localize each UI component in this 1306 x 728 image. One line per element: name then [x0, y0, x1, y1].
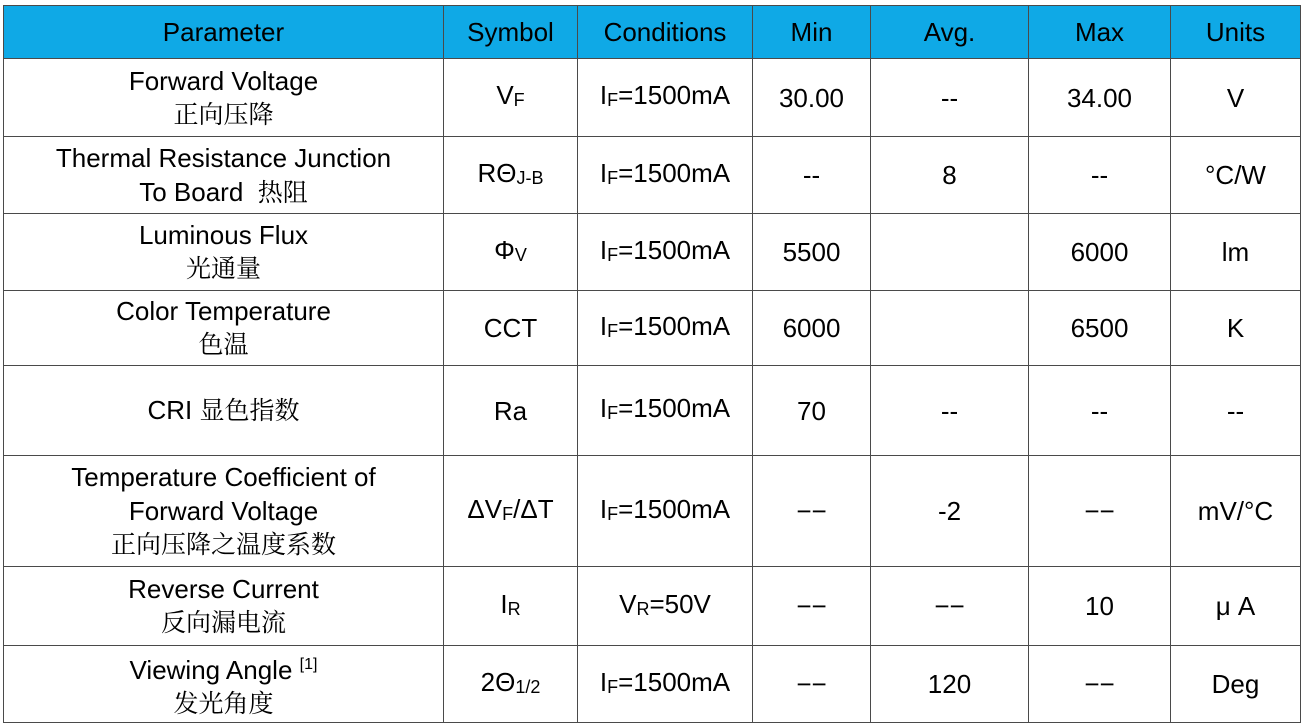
units-cell: -- [1171, 366, 1301, 456]
table-row [4, 214, 1301, 291]
parameter-cell [4, 567, 444, 646]
footnote-reference: [1] [299, 655, 318, 673]
parameter-english: Forward Voltage [128, 65, 319, 96]
parameter-cell [4, 214, 444, 291]
parameter-cell [4, 646, 444, 723]
table-row [4, 291, 1301, 366]
table-header-row [4, 6, 1301, 59]
max-cell: 6500 [1029, 291, 1171, 366]
table-row [4, 59, 1301, 137]
conditions-cell [578, 59, 753, 137]
symbol-main: V [496, 80, 514, 110]
condition-main: I [599, 80, 608, 110]
min-cell: −− [753, 456, 871, 567]
parameter-chinese: 光通量 [185, 254, 261, 283]
conditions-cell [578, 291, 753, 366]
units-cell: mV/°C [1171, 456, 1301, 567]
condition-main: I [599, 493, 608, 524]
parameter-cell [4, 366, 444, 456]
min-cell: 70 [753, 366, 871, 456]
symbol-main: ΔV [467, 493, 503, 524]
parameter-english: Color Temperature [116, 296, 331, 326]
symbol-cell [444, 646, 578, 723]
min-cell: −− [753, 567, 871, 646]
table-row [4, 456, 1301, 567]
parameter-cell [4, 137, 444, 214]
min-cell: 5500 [753, 214, 871, 291]
parameter-english: Reverse Current [128, 574, 319, 604]
led-specifications-table [3, 5, 1301, 723]
condition-subscript: F [607, 403, 619, 423]
max-cell: 34.00 [1029, 59, 1171, 137]
parameter-cell [4, 456, 444, 567]
condition-main: V [619, 588, 637, 619]
parameter-english: CRI [147, 395, 193, 425]
parameter-chinese: 正向压降 [173, 99, 274, 129]
symbol-main: I [500, 588, 508, 619]
condition-value: =50V [649, 588, 711, 619]
condition-value: =1500mA [618, 493, 731, 524]
condition-value: =1500mA [618, 80, 731, 110]
table-row [4, 646, 1301, 723]
condition-main: I [599, 157, 608, 188]
condition-subscript: F [607, 676, 619, 697]
units-cell: K [1171, 291, 1301, 366]
condition-subscript: F [607, 503, 619, 524]
avg-cell: -2 [871, 456, 1029, 567]
units-cell: °C/W [1171, 137, 1301, 214]
max-cell: −− [1029, 646, 1171, 723]
min-cell: -- [753, 137, 871, 214]
condition-subscript: F [607, 244, 619, 265]
min-cell: 6000 [753, 291, 871, 366]
condition-subscript: F [607, 320, 619, 341]
conditions-cell [578, 646, 753, 723]
header-min: Min [753, 6, 871, 59]
symbol-subscript: V [514, 244, 527, 265]
symbol-subscript: R [507, 598, 521, 619]
header-avg: Avg. [871, 6, 1029, 59]
symbol-cell [444, 567, 578, 646]
avg-cell: 120 [871, 646, 1029, 723]
max-cell: 10 [1029, 567, 1171, 646]
parameter-english: Luminous Flux [138, 220, 309, 250]
symbol-cell [444, 214, 578, 291]
header-parameter: Parameter [4, 6, 444, 59]
condition-value: =1500mA [618, 310, 731, 341]
min-cell: 30.00 [753, 59, 871, 137]
symbol-cell: Ra [444, 366, 578, 456]
units-cell: V [1171, 59, 1301, 137]
symbol-subscript: F [502, 503, 514, 524]
units-cell: lm [1171, 214, 1301, 291]
parameter-english-line1: Thermal Resistance Junction [55, 142, 392, 173]
conditions-cell [578, 137, 753, 214]
table-row [4, 137, 1301, 214]
parameter-english-line2: To Board [139, 176, 244, 207]
conditions-cell [578, 567, 753, 646]
max-cell: −− [1029, 456, 1171, 567]
symbol-cell: CCT [444, 291, 578, 366]
condition-subscript: F [607, 167, 619, 188]
max-cell: -- [1029, 137, 1171, 214]
header-units: Units [1171, 6, 1301, 59]
parameter-chinese: 反向漏电流 [160, 608, 286, 637]
table-row [4, 567, 1301, 646]
parameter-cell [4, 59, 444, 137]
parameter-chinese: 发光角度 [173, 688, 274, 718]
condition-value: =1500mA [618, 666, 731, 697]
symbol-main: RΘ [477, 157, 517, 188]
symbol-subscript: F [513, 90, 525, 110]
parameter-chinese: 色温 [198, 330, 249, 359]
header-conditions: Conditions [578, 6, 753, 59]
parameter-cell [4, 291, 444, 366]
condition-subscript: F [607, 90, 619, 110]
symbol-main: 2Θ [480, 666, 516, 697]
symbol-cell [444, 137, 578, 214]
avg-cell: -- [871, 59, 1029, 137]
symbol-suffix: /ΔT [513, 493, 554, 524]
parameter-english-line2: Forward Voltage [128, 496, 319, 526]
condition-value: =1500mA [618, 393, 731, 423]
symbol-cell [444, 456, 578, 567]
conditions-cell [578, 366, 753, 456]
parameter-english-line1: Temperature Coefficient of [71, 462, 376, 492]
condition-value: =1500mA [618, 157, 731, 188]
parameter-english: Viewing Angle [129, 654, 293, 685]
condition-subscript: R [636, 598, 650, 619]
parameter-chinese: 热阻 [257, 177, 308, 207]
symbol-subscript: J-B [516, 167, 544, 188]
parameter-chinese: 正向压降之温度系数 [110, 530, 336, 559]
max-cell: 6000 [1029, 214, 1171, 291]
header-symbol: Symbol [444, 6, 578, 59]
avg-cell: 8 [871, 137, 1029, 214]
table-row [4, 366, 1301, 456]
conditions-cell [578, 456, 753, 567]
symbol-subscript: 1/2 [515, 676, 541, 697]
max-cell: -- [1029, 366, 1171, 456]
conditions-cell [578, 214, 753, 291]
condition-main: I [599, 393, 608, 423]
avg-cell: −− [871, 567, 1029, 646]
symbol-cell [444, 59, 578, 137]
units-cell: μ A [1171, 567, 1301, 646]
header-max: Max [1029, 6, 1171, 59]
symbol-main: Φ [494, 234, 515, 265]
condition-main: I [599, 666, 608, 697]
avg-cell [871, 291, 1029, 366]
condition-main: I [599, 234, 608, 265]
condition-value: =1500mA [618, 234, 731, 265]
min-cell: −− [753, 646, 871, 723]
condition-main: I [599, 310, 608, 341]
units-cell: Deg [1171, 646, 1301, 723]
avg-cell: -- [871, 366, 1029, 456]
parameter-chinese: 显色指数 [199, 396, 300, 425]
avg-cell [871, 214, 1029, 291]
